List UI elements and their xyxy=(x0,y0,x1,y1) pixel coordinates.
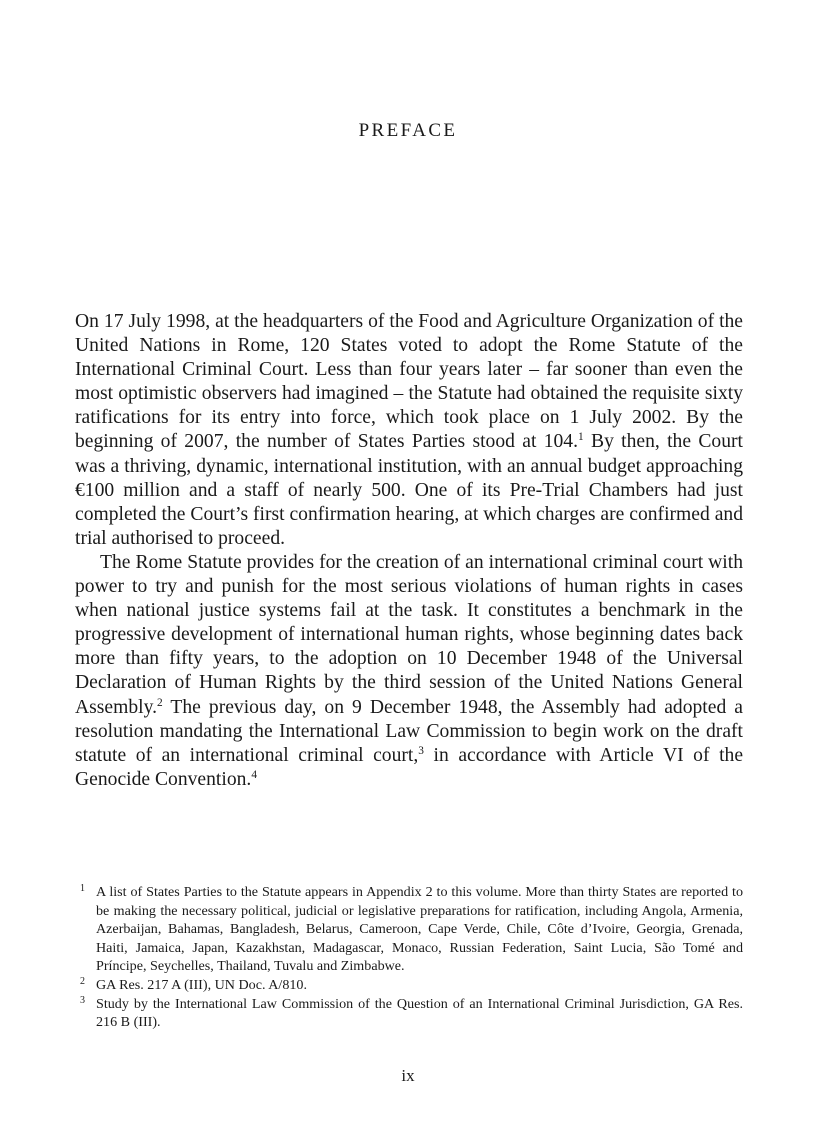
page-title: PREFACE xyxy=(358,120,458,141)
footnotes xyxy=(75,883,743,1032)
paragraph-2-text: The Rome Statute provides for the creation of an international criminal court with power to try and punish for the most serious violations of human rights in cases when national justice systems fail at the task. It constitutes a benchmark in the progressive development of international human rights, whose beginning dates back more than fifty years, to the adoption on 10 December 1948 of the Universal Declaration of Human Rights by the third session of the United Nations General Assembly. xyxy=(75,551,743,718)
paragraph-1-text: On 17 July 1998, at the headquarters of the Food and Agriculture Organization of the United Nations in Rome, 120 States voted to adopt the Rome Statute of the International Criminal Court. Less than four years later – far sooner than even the most optimistic observers had imagined – the Statute had obtained the requisite sixty ratifications for its entry into force, which took place on 1 July 2002. By the beginning of 2007, the number of States Parties stood at 104. xyxy=(75,311,743,453)
paragraph-1 xyxy=(75,310,743,551)
page-number: ix xyxy=(401,1066,415,1085)
footnote-ref-2: 2 xyxy=(157,696,163,709)
body-text xyxy=(75,310,743,792)
footnote-ref-3: 3 xyxy=(418,744,424,757)
paragraph-1-text: By then, the Court was a thriving, dynamic, international institution, with an annual budget approaching €100 million and a staff of nearly 500. One of its Pre-Trial Chambers had just completed the Court’s first confirmation hearing, at which charges are confirmed and trial authorised to proceed. xyxy=(75,431,743,549)
footnote-number: 1 xyxy=(80,883,85,894)
footnote-text: GA Res. 217 A (III), UN Doc. A/810. xyxy=(96,976,307,993)
footnote-1 xyxy=(75,883,743,976)
paragraph-2-text: in accordance with Article VI of the Genocide Convention. xyxy=(75,744,744,790)
footnote-ref-1: 1 xyxy=(578,431,584,444)
footnote-text: Study by the International Law Commission of the Question of an International Criminal Jurisdiction, GA Res. 216 B (III). xyxy=(96,995,743,1031)
footnote-number: 2 xyxy=(80,975,85,987)
footnote-number: 3 xyxy=(80,994,85,1006)
paragraph-2-text: The previous day, on 9 December 1948, the Assembly had adopted a resolution mandating the International Law Commission to begin work on the draft statute of an international criminal court, xyxy=(75,696,743,766)
footnote-ref-4: 4 xyxy=(251,768,257,781)
footnote-text: A list of States Parties to the Statute appears in Appendix 2 to this volume. More than thirty States are reported to be making the necessary political, judicial or legislative preparations for ratification, including Angola, Armenia, Azerbaijan, Bahamas, Bangladesh, Belarus, Cameroon, Cape Verde, Chile, Côte d’Ivoire, Georgia, Grenada, Haiti, Jamaica, Japan, Kazakhstan, Madagascar, Monaco, Russian Federation, Saint Lucia, São Tomé and Príncipe, Seychelles, Thailand, Tuvalu and Zimbabwe. xyxy=(96,884,743,975)
paragraph-2 xyxy=(75,551,743,792)
footnote-3 xyxy=(75,995,743,1032)
footnote-2 xyxy=(75,976,743,995)
